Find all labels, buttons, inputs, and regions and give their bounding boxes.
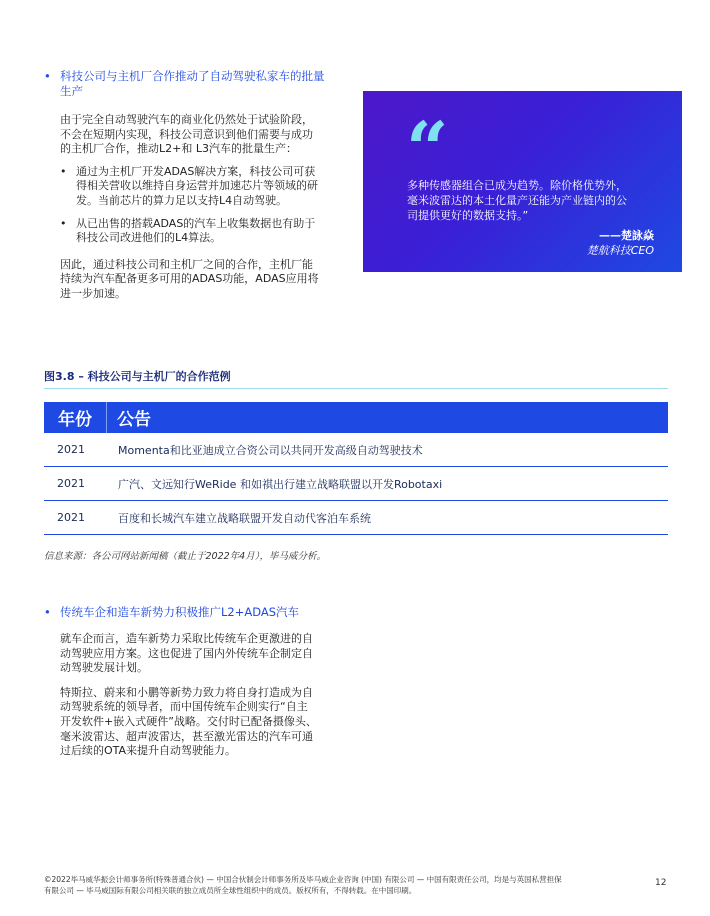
cell-notice: Momenta和比亚迪成立合资公司以共同开发高级自动驾驶技术 — [118, 443, 423, 457]
figure-divider — [44, 388, 668, 389]
column-header-year: 年份 — [44, 402, 107, 433]
partnership-table — [44, 402, 668, 535]
section2-paragraph-1: 就车企而言，造车新势力采取比传统车企更激进的自 动驾驶应用方案。这也促进了国内外传统车企制定自 动驾驶发展计划。 — [60, 632, 313, 675]
table-row — [44, 467, 668, 501]
section1-bullet-2: • 从已出售的搭载ADAS的汽车上收集数据也有助于 科技公司改进他们的L4算法。 — [60, 216, 316, 245]
quote-author-role: 楚航科技CEO — [586, 244, 654, 257]
bullet-dot: • — [60, 164, 67, 178]
table-header — [44, 402, 668, 433]
figure-title: 图3.8 – 科技公司与主机厂的合作范例 — [44, 370, 231, 383]
section2-heading: • 传统车企和造车新势力积极推广L2+ADAS汽车 — [44, 605, 300, 619]
section1-heading: • 科技公司与主机厂合作推动了自动驾驶私家车的批量 生产 — [44, 69, 325, 98]
table-row — [44, 433, 668, 467]
footer-copyright: ©2022毕马威华振会计师事务所(特殊普通合伙) — 中国合伙制会计师事务所及毕马威企业咨询 (中国) 有限公司 — 中国有限责任公司，均是与英国私营担保 有限公司 — 毕马威国际有限公司相关联的独立成员所全球性组织中的成员。版权所有，不得转载。在中国印刷。 — [44, 875, 562, 895]
page-number: 12 — [655, 878, 667, 888]
figure-source: 信息来源：各公司网站新闻稿（截止于2022年4月），毕马威分析。 — [44, 551, 326, 562]
cell-year: 2021 — [57, 511, 85, 524]
section1-bullet-1: • 通过为主机厂开发ADAS解决方案，科技公司可获 得相关营收以维持自身运营并加速芯片等领域的研 发。当前芯片的算力足以支持L4自动驾驶。 — [60, 164, 318, 207]
section1 — [44, 69, 350, 302]
quote-author: ——楚詠焱 — [599, 229, 654, 242]
cell-year: 2021 — [57, 443, 85, 456]
cell-year: 2021 — [57, 477, 85, 490]
column-header-notice: 公告 — [117, 410, 151, 430]
quote-text: 多种传感器组合已成为趋势。除价格优势外， 毫米波雷达的本土化量产还能为产业链内的公 司提供更好的数据支持。” — [407, 179, 627, 222]
section1-outro: 因此，通过科技公司和主机厂之间的合作，主机厂能 持续为汽车配备更多可用的ADAS功能，ADAS应用将 进一步加速。 — [60, 257, 319, 300]
bullet-dot: • — [44, 69, 51, 83]
section2-paragraph-2: 特斯拉、蔚来和小鹏等新势力致力将自身打造成为自 动驾驶系统的领导者，而中国传统车企则实行“自主 开发软件+嵌入式硬件”战略。交付时已配备摄像头、 毫米波雷达、超声波雷达，甚至激光雷达的汽车可通 过后续的OTA来提升自动驾驶能力。 — [60, 685, 317, 758]
bullet-dot: • — [60, 216, 67, 230]
cell-notice: 百度和长城汽车建立战略联盟开发自动代客泊车系统 — [118, 511, 371, 525]
bullet-dot: • — [44, 605, 51, 619]
cell-notice: 广汽、文远知行WeRide 和如祺出行建立战略联盟以开发Robotaxi — [118, 477, 443, 491]
section2 — [44, 605, 350, 759]
section1-intro: 由于完全自动驾驶汽车的商业化仍然处于试验阶段， 不会在短期内实现，科技公司意识到他们需要与成功 的主机厂合作，推动L2+和 L3汽车的批量生产： — [60, 113, 313, 156]
quote-mark-icon: “ — [406, 107, 449, 193]
table-row — [44, 501, 668, 535]
quote-box — [363, 91, 682, 272]
